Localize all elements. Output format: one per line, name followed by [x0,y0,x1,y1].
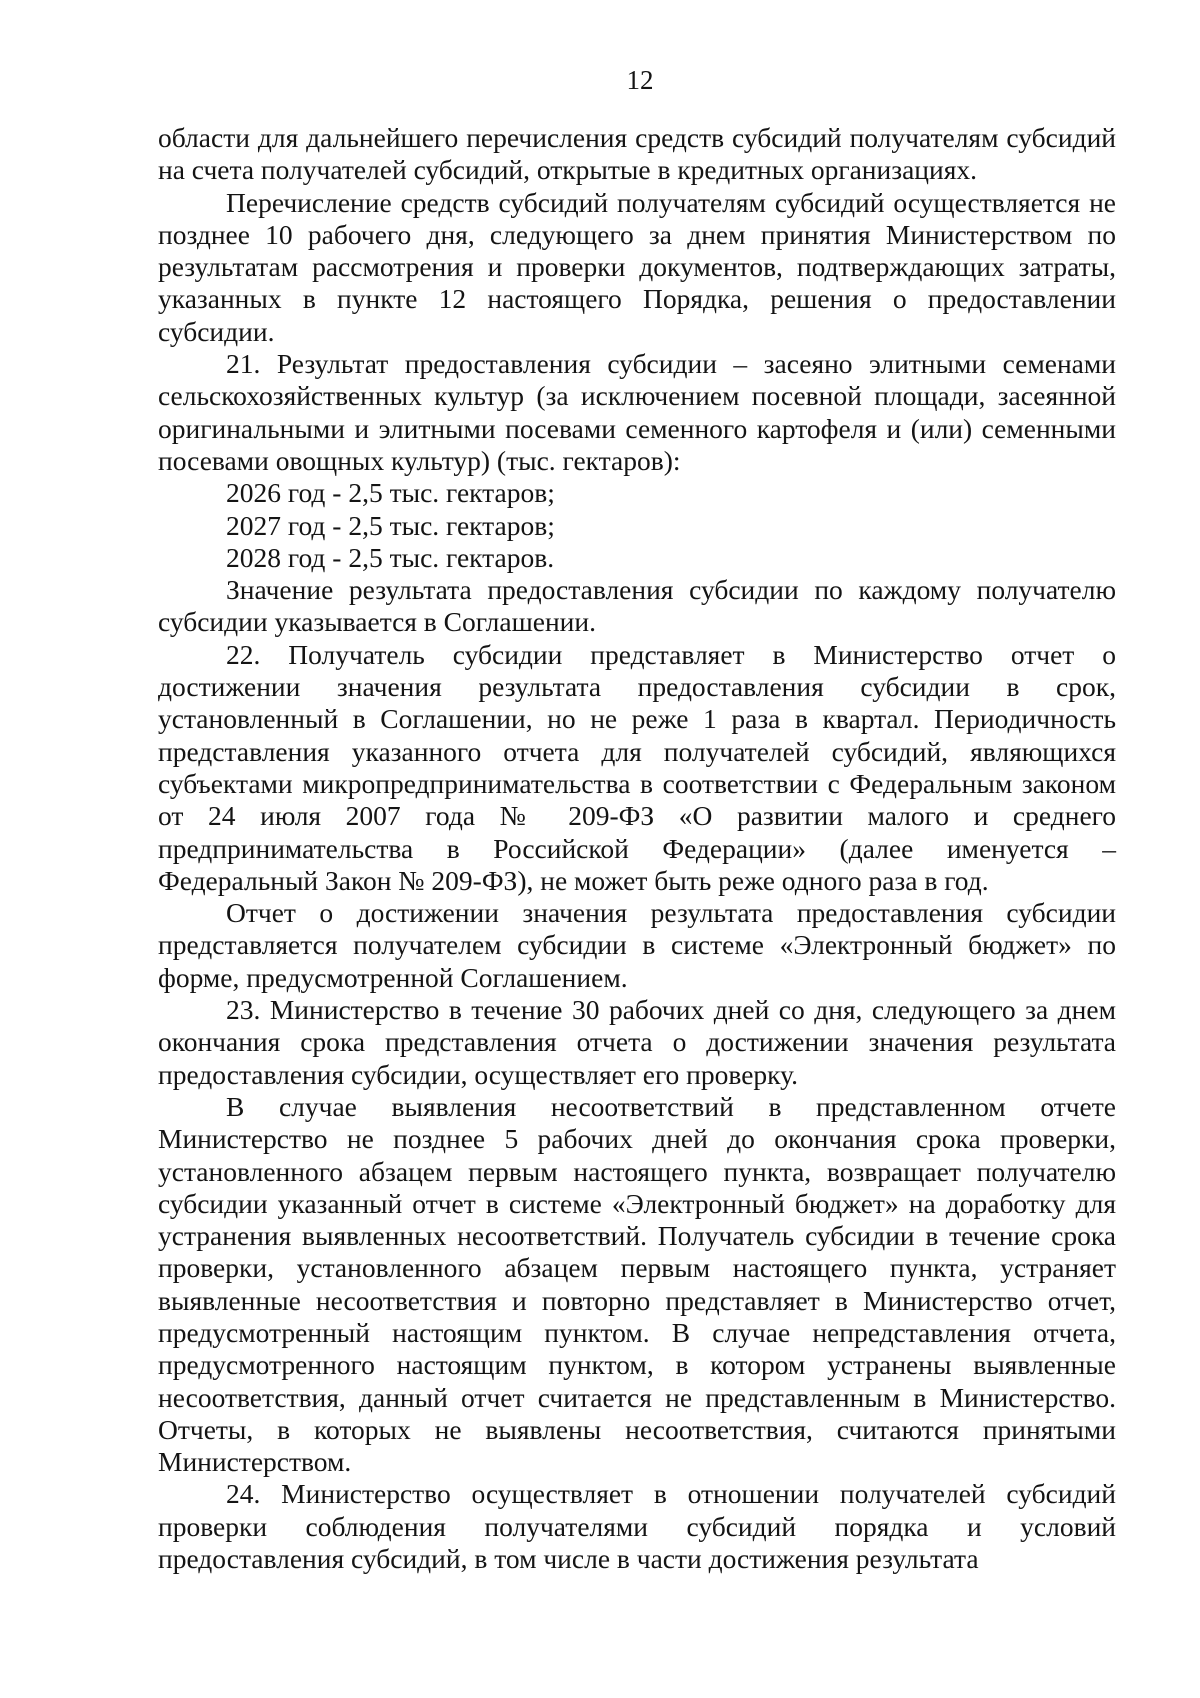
result-year-2028: 2028 год - 2,5 тыс. гектаров. [226,541,555,573]
paragraph-item-22: 22. Получатель субсидии представляет в Министерство отчет о достижении значения результата предоставления субсидии в срок, установленный в Соглашении, но не реже 1 раза в квартал. Периодичность представления указанного отчета для получателей субсидий, являющихся субъектами микропредпринимательства в соответствии с Федеральным законом от 24 июля 2007 года № 209-ФЗ «О развитии малого и среднего предпринимательства в Российской Федерации» (далее именуется – Федеральный Закон № 209-ФЗ), не может быть реже одного раза в год. [158,638,1116,896]
document-body [158,122,1116,1575]
paragraph-item-23: 23. Министерство в течение 30 рабочих дней со дня, следующего за днем окончания срока представления отчета о достижении значения результата предоставления субсидии, осуществляет его проверку. [158,994,1116,1090]
paragraph-discrepancies: В случае выявления несоответствий в представленном отчете Министерство не позднее 5 рабочих дней до окончания срока проверки, установленного абзацем первым настоящего пункта, возвращает получателю субсидии указанный отчет в системе «Электронный бюджет» на доработку для устранения выявленных несоответствий. Получатель субсидии в течение срока проверки, установленного абзацем первым настоящего пункта, устраняет выявленные несоответствия и повторно представляет в Министерство отчет, предусмотренный настоящим пунктом. В случае непредставления отчета, предусмотренного настоящим пунктом, в котором устранены выявленные несоответствия, данный отчет считается не представленным в Министерство. Отчеты, в которых не выявлены несоответствия, считаются принятыми Министерством. [158,1090,1116,1478]
paragraph-continuation: области для дальнейшего перечисления средств субсидий получателям субсидий на счета получателей субсидий, открытые в кредитных организациях. [158,122,1116,186]
page-number: 12 [626,65,654,95]
paragraph-item-21: 21. Результат предоставления субсидии – засеяно элитными семенами сельскохозяйственных культур (за исключением посевной площади, засеянной оригинальными и элитными посевами семенного картофеля и (или) семенными посевами овощных культур) (тыс. гектаров): [158,348,1116,476]
paragraph-report-submission: Отчет о достижении значения результата предоставления субсидии представляется получателем субсидии в системе «Электронный бюджет» по форме, предусмотренной Соглашением. [158,897,1116,993]
paragraph-item-24: 24. Министерство осуществляет в отношении получателей субсидий проверки соблюдения получателями субсидий порядка и условий предоставления субсидий, в том числе в части достижения результата [158,1478,1116,1575]
paragraph-result-value: Значение результата предоставления субсидии по каждому получателю субсидии указывается в Соглашении. [158,574,1116,638]
paragraph-transfer-timing: Перечисление средств субсидий получателям субсидий осуществляется не позднее 10 рабочего дня, следующего за днем принятия Министерством по результатам рассмотрения и проверки документов, подтверждающих затраты, указанных в пункте 12 настоящего Порядка, решения о предоставлении субсидии. [158,186,1116,347]
result-year-2026: 2026 год - 2,5 тыс. гектаров; [226,477,555,509]
result-year-2027: 2027 год - 2,5 тыс. гектаров; [226,509,555,541]
